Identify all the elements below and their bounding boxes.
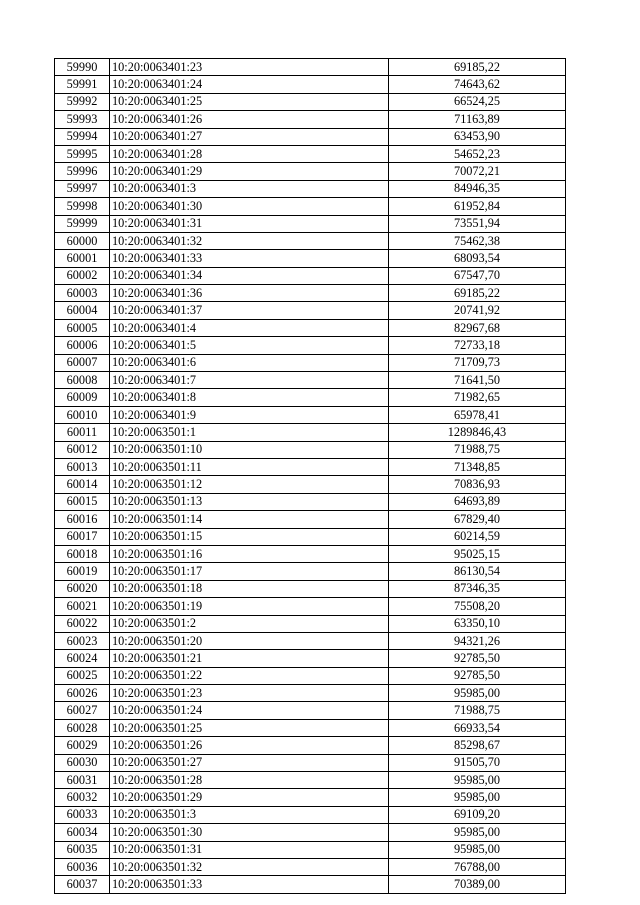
- cadastral-value-cell: 69185,22: [389, 285, 566, 302]
- cadastral-number-cell: 10:20:0063501:22: [110, 667, 389, 684]
- table-row: [55, 650, 566, 667]
- cadastral-number-cell: 10:20:0063401:25: [110, 93, 389, 110]
- cadastral-value-cell: 91505,70: [389, 754, 566, 771]
- table-row: [55, 806, 566, 823]
- cadastral-number-cell: 10:20:0063501:27: [110, 754, 389, 771]
- cadastral-number-cell: 10:20:0063401:29: [110, 163, 389, 180]
- row-number-cell: 60017: [55, 528, 110, 545]
- cadastral-number-cell: 10:20:0063501:25: [110, 719, 389, 736]
- table-row: [55, 511, 566, 528]
- cadastral-number-cell: 10:20:0063501:33: [110, 876, 389, 893]
- table-row: [55, 337, 566, 354]
- table-row: [55, 772, 566, 789]
- row-number-cell: 60036: [55, 858, 110, 875]
- cadastral-value-cell: 63453,90: [389, 128, 566, 145]
- row-number-cell: 60024: [55, 650, 110, 667]
- table-row: [55, 685, 566, 702]
- cadastral-value-cell: 71982,65: [389, 389, 566, 406]
- table-row: [55, 128, 566, 145]
- cadastral-value-cell: 71163,89: [389, 111, 566, 128]
- cadastral-value-cell: 95985,00: [389, 841, 566, 858]
- table-row: [55, 667, 566, 684]
- cadastral-number-cell: 10:20:0063501:31: [110, 841, 389, 858]
- row-number-cell: 60026: [55, 685, 110, 702]
- table-row: [55, 580, 566, 597]
- cadastral-number-cell: 10:20:0063501:1: [110, 424, 389, 441]
- table-row: [55, 145, 566, 162]
- cadastral-value-cell: 71988,75: [389, 702, 566, 719]
- cadastral-value-cell: 69185,22: [389, 59, 566, 76]
- cadastral-number-cell: 10:20:0063401:7: [110, 372, 389, 389]
- table-row: [55, 493, 566, 510]
- row-number-cell: 60004: [55, 302, 110, 319]
- cadastral-value-cell: 71348,85: [389, 458, 566, 475]
- table-row: [55, 441, 566, 458]
- row-number-cell: 60028: [55, 719, 110, 736]
- cadastral-value-cell: 54652,23: [389, 145, 566, 162]
- table-row: [55, 458, 566, 475]
- cadastral-number-cell: 10:20:0063401:24: [110, 76, 389, 93]
- cadastral-value-cell: 82967,68: [389, 319, 566, 336]
- table-row: [55, 76, 566, 93]
- cadastral-value-cell: 95985,00: [389, 685, 566, 702]
- cadastral-number-cell: 10:20:0063501:18: [110, 580, 389, 597]
- cadastral-value-cell: 20741,92: [389, 302, 566, 319]
- cadastral-number-cell: 10:20:0063501:12: [110, 476, 389, 493]
- cadastral-value-cell: 68093,54: [389, 250, 566, 267]
- cadastral-number-cell: 10:20:0063401:5: [110, 337, 389, 354]
- row-number-cell: 60031: [55, 772, 110, 789]
- row-number-cell: 59996: [55, 163, 110, 180]
- cadastral-number-cell: 10:20:0063501:14: [110, 511, 389, 528]
- cadastral-value-cell: 86130,54: [389, 563, 566, 580]
- cadastral-number-cell: 10:20:0063401:37: [110, 302, 389, 319]
- cadastral-value-cell: 72733,18: [389, 337, 566, 354]
- cadastral-value-cell: 71641,50: [389, 372, 566, 389]
- table-row: [55, 406, 566, 423]
- cadastral-value-cell: 63350,10: [389, 615, 566, 632]
- cadastral-number-cell: 10:20:0063501:20: [110, 632, 389, 649]
- row-number-cell: 60021: [55, 598, 110, 615]
- table-row: [55, 754, 566, 771]
- table-row: [55, 737, 566, 754]
- table-row: [55, 302, 566, 319]
- cadastral-value-cell: 85298,67: [389, 737, 566, 754]
- table-row: [55, 180, 566, 197]
- cadastral-value-cell: 75508,20: [389, 598, 566, 615]
- table-row: [55, 424, 566, 441]
- table-row: [55, 858, 566, 875]
- cadastral-value-cell: 71709,73: [389, 354, 566, 371]
- cadastral-value-cell: 67547,70: [389, 267, 566, 284]
- row-number-cell: 59998: [55, 198, 110, 215]
- cadastral-number-cell: 10:20:0063501:30: [110, 824, 389, 841]
- row-number-cell: 59992: [55, 93, 110, 110]
- cadastral-number-cell: 10:20:0063501:15: [110, 528, 389, 545]
- cadastral-value-cell: 70072,21: [389, 163, 566, 180]
- cadastral-value-cell: 95985,00: [389, 824, 566, 841]
- cadastral-number-cell: 10:20:0063401:4: [110, 319, 389, 336]
- table-body: [55, 59, 566, 894]
- row-number-cell: 59993: [55, 111, 110, 128]
- row-number-cell: 60003: [55, 285, 110, 302]
- table-row: [55, 824, 566, 841]
- cadastral-number-cell: 10:20:0063401:3: [110, 180, 389, 197]
- row-number-cell: 60016: [55, 511, 110, 528]
- row-number-cell: 60011: [55, 424, 110, 441]
- cadastral-number-cell: 10:20:0063401:26: [110, 111, 389, 128]
- table-row: [55, 789, 566, 806]
- cadastral-number-cell: 10:20:0063501:24: [110, 702, 389, 719]
- cadastral-value-cell: 66933,54: [389, 719, 566, 736]
- table-row: [55, 372, 566, 389]
- row-number-cell: 59991: [55, 76, 110, 93]
- table-row: [55, 232, 566, 249]
- cadastral-value-cell: 1289846,43: [389, 424, 566, 441]
- table-row: [55, 702, 566, 719]
- table-row: [55, 632, 566, 649]
- row-number-cell: 59994: [55, 128, 110, 145]
- cadastral-value-cell: 94321,26: [389, 632, 566, 649]
- cadastral-value-cell: 65978,41: [389, 406, 566, 423]
- cadastral-value-cell: 75462,38: [389, 232, 566, 249]
- cadastral-value-cell: 73551,94: [389, 215, 566, 232]
- cadastral-number-cell: 10:20:0063401:30: [110, 198, 389, 215]
- cadastral-value-cell: 95985,00: [389, 789, 566, 806]
- row-number-cell: 60030: [55, 754, 110, 771]
- row-number-cell: 60035: [55, 841, 110, 858]
- row-number-cell: 60009: [55, 389, 110, 406]
- cadastral-number-cell: 10:20:0063401:31: [110, 215, 389, 232]
- row-number-cell: 60019: [55, 563, 110, 580]
- row-number-cell: 60012: [55, 441, 110, 458]
- cadastral-value-cell: 71988,75: [389, 441, 566, 458]
- cadastral-value-cell: 87346,35: [389, 580, 566, 597]
- table-row: [55, 545, 566, 562]
- cadastral-number-cell: 10:20:0063501:11: [110, 458, 389, 475]
- cadastral-value-cell: 70836,93: [389, 476, 566, 493]
- cadastral-value-cell: 67829,40: [389, 511, 566, 528]
- table-row: [55, 215, 566, 232]
- cadastral-number-cell: 10:20:0063501:19: [110, 598, 389, 615]
- row-number-cell: 59990: [55, 59, 110, 76]
- table-row: [55, 563, 566, 580]
- row-number-cell: 60025: [55, 667, 110, 684]
- row-number-cell: 60010: [55, 406, 110, 423]
- cadastral-number-cell: 10:20:0063501:13: [110, 493, 389, 510]
- cadastral-number-cell: 10:20:0063401:8: [110, 389, 389, 406]
- cadastral-value-cell: 95025,15: [389, 545, 566, 562]
- cadastral-value-cell: 69109,20: [389, 806, 566, 823]
- row-number-cell: 59999: [55, 215, 110, 232]
- cadastral-value-cell: 92785,50: [389, 650, 566, 667]
- cadastral-value-cell: 70389,00: [389, 876, 566, 893]
- row-number-cell: 60008: [55, 372, 110, 389]
- table-row: [55, 319, 566, 336]
- row-number-cell: 60033: [55, 806, 110, 823]
- row-number-cell: 60037: [55, 876, 110, 893]
- table-row: [55, 528, 566, 545]
- cadastral-number-cell: 10:20:0063401:36: [110, 285, 389, 302]
- table-row: [55, 598, 566, 615]
- cadastral-number-cell: 10:20:0063501:10: [110, 441, 389, 458]
- cadastral-number-cell: 10:20:0063501:23: [110, 685, 389, 702]
- cadastral-number-cell: 10:20:0063501:29: [110, 789, 389, 806]
- row-number-cell: 60006: [55, 337, 110, 354]
- cadastral-number-cell: 10:20:0063501:26: [110, 737, 389, 754]
- row-number-cell: 60015: [55, 493, 110, 510]
- cadastral-value-cell: 61952,84: [389, 198, 566, 215]
- table-row: [55, 163, 566, 180]
- row-number-cell: 60034: [55, 824, 110, 841]
- row-number-cell: 59995: [55, 145, 110, 162]
- row-number-cell: 60022: [55, 615, 110, 632]
- row-number-cell: 60007: [55, 354, 110, 371]
- cadastral-value-cell: 60214,59: [389, 528, 566, 545]
- cadastral-value-cell: 64693,89: [389, 493, 566, 510]
- row-number-cell: 60005: [55, 319, 110, 336]
- table-row: [55, 719, 566, 736]
- table-row: [55, 615, 566, 632]
- table-row: [55, 111, 566, 128]
- table-row: [55, 198, 566, 215]
- cadastral-number-cell: 10:20:0063401:34: [110, 267, 389, 284]
- cadastral-number-cell: 10:20:0063501:17: [110, 563, 389, 580]
- cadastral-number-cell: 10:20:0063501:28: [110, 772, 389, 789]
- cadastral-number-cell: 10:20:0063401:33: [110, 250, 389, 267]
- row-number-cell: 60020: [55, 580, 110, 597]
- row-number-cell: 60027: [55, 702, 110, 719]
- table-row: [55, 59, 566, 76]
- cadastral-number-cell: 10:20:0063401:23: [110, 59, 389, 76]
- cadastral-value-cell: 66524,25: [389, 93, 566, 110]
- row-number-cell: 60013: [55, 458, 110, 475]
- cadastral-number-cell: 10:20:0063501:16: [110, 545, 389, 562]
- table-row: [55, 250, 566, 267]
- row-number-cell: 60029: [55, 737, 110, 754]
- cadastral-number-cell: 10:20:0063501:2: [110, 615, 389, 632]
- cadastral-value-cell: 95985,00: [389, 772, 566, 789]
- cadastral-number-cell: 10:20:0063501:3: [110, 806, 389, 823]
- table-row: [55, 389, 566, 406]
- row-number-cell: 59997: [55, 180, 110, 197]
- cadastral-number-cell: 10:20:0063501:21: [110, 650, 389, 667]
- cadastral-number-cell: 10:20:0063401:9: [110, 406, 389, 423]
- cadastral-number-cell: 10:20:0063401:6: [110, 354, 389, 371]
- cadastral-value-cell: 84946,35: [389, 180, 566, 197]
- row-number-cell: 60001: [55, 250, 110, 267]
- cadastral-number-cell: 10:20:0063401:27: [110, 128, 389, 145]
- row-number-cell: 60018: [55, 545, 110, 562]
- cadastral-value-cell: 76788,00: [389, 858, 566, 875]
- cadastral-number-cell: 10:20:0063401:28: [110, 145, 389, 162]
- cadastral-number-cell: 10:20:0063401:32: [110, 232, 389, 249]
- table-row: [55, 841, 566, 858]
- table-row: [55, 876, 566, 893]
- cadastral-value-cell: 74643,62: [389, 76, 566, 93]
- row-number-cell: 60032: [55, 789, 110, 806]
- row-number-cell: 60000: [55, 232, 110, 249]
- row-number-cell: 60023: [55, 632, 110, 649]
- row-number-cell: 60014: [55, 476, 110, 493]
- cadastral-value-table: [54, 58, 566, 894]
- table-row: [55, 354, 566, 371]
- cadastral-value-cell: 92785,50: [389, 667, 566, 684]
- row-number-cell: 60002: [55, 267, 110, 284]
- cadastral-number-cell: 10:20:0063501:32: [110, 858, 389, 875]
- table-row: [55, 285, 566, 302]
- table-row: [55, 476, 566, 493]
- table-row: [55, 93, 566, 110]
- table-row: [55, 267, 566, 284]
